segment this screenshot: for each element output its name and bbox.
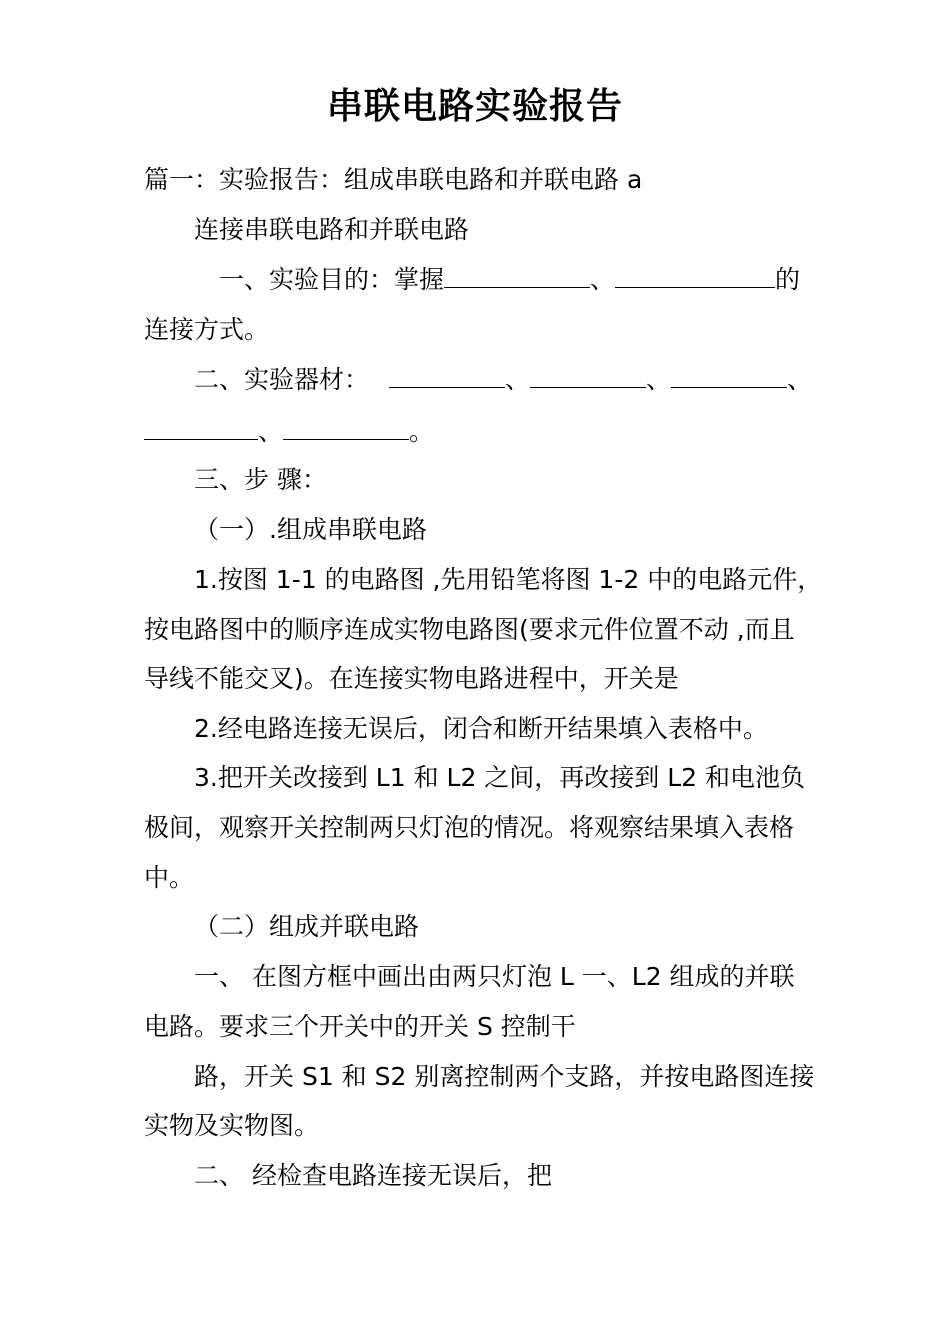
separator-text: 、 xyxy=(590,265,616,294)
paragraph-line: 1.按图 1-1 的电路图 ,先用铅笔将图 1-2 中的电路元件， xyxy=(194,565,823,594)
blank-line xyxy=(444,265,590,288)
objective-suffix: 的 xyxy=(775,265,801,294)
paragraph-line: 3.把开关改接到 L1 和 L2 之间，再改接到 L2 和电池负 xyxy=(194,763,806,792)
materials-label: 二、实验器材： xyxy=(194,365,370,394)
blank-line xyxy=(389,365,505,388)
objective-label: 一、实验目的：掌握 xyxy=(219,265,445,294)
section-heading: 篇一：实验报告：组成串联电路和并联电路 a xyxy=(144,165,643,194)
paragraph-materials xyxy=(194,362,864,398)
document-title: 串联电路实验报告 xyxy=(326,86,623,127)
subsection-heading: （一）.组成串联电路 xyxy=(194,515,427,544)
period-text: 。 xyxy=(409,417,435,446)
paragraph-line: 路，开关 S1 和 S2 别离控制两个支路，并按电路图连接 xyxy=(194,1062,815,1091)
blank-line xyxy=(615,265,775,288)
separator-text: 、 xyxy=(258,417,284,446)
paragraph-line: 电路。要求三个开关中的开关 S 控制干 xyxy=(144,1012,576,1041)
paragraph-line: 一、 在图方框中画出由两只灯泡 L 一、L2 组成的并联 xyxy=(194,962,795,991)
paragraph-objective xyxy=(219,262,889,298)
subsection-heading: （二）组成并联电路 xyxy=(194,912,420,941)
blank-line xyxy=(144,417,258,440)
blank-line xyxy=(530,365,646,388)
steps-heading: 三、步 骤： xyxy=(194,465,327,494)
paragraph-line: 按电路图中的顺序连成实物电路图(要求元件位置不动 ,而且 xyxy=(144,615,795,644)
paragraph-line: 2.经电路连接无误后，闭合和断开结果填入表格中。 xyxy=(194,714,768,743)
paragraph-line: 导线不能交叉)。在连接实物电路进程中，开关是 xyxy=(144,664,679,693)
paragraph-line: 实物及实物图。 xyxy=(144,1111,320,1140)
paragraph-line: 连接方式。 xyxy=(144,315,270,344)
paragraph-line: 极间，观察开关控制两只灯泡的情况。将观察结果填入表格 xyxy=(144,813,795,842)
paragraph-line: 中。 xyxy=(144,863,195,892)
paragraph-line: 二、 经检查电路连接无误后，把 xyxy=(194,1161,552,1190)
paragraph-materials-cont xyxy=(144,414,814,450)
blank-line xyxy=(283,417,409,440)
subheading: 连接串联电路和并联电路 xyxy=(194,215,470,244)
separator-text: 、 xyxy=(646,365,672,394)
separator-text: 、 xyxy=(787,365,813,394)
blank-line xyxy=(671,365,787,388)
separator-text: 、 xyxy=(505,365,531,394)
